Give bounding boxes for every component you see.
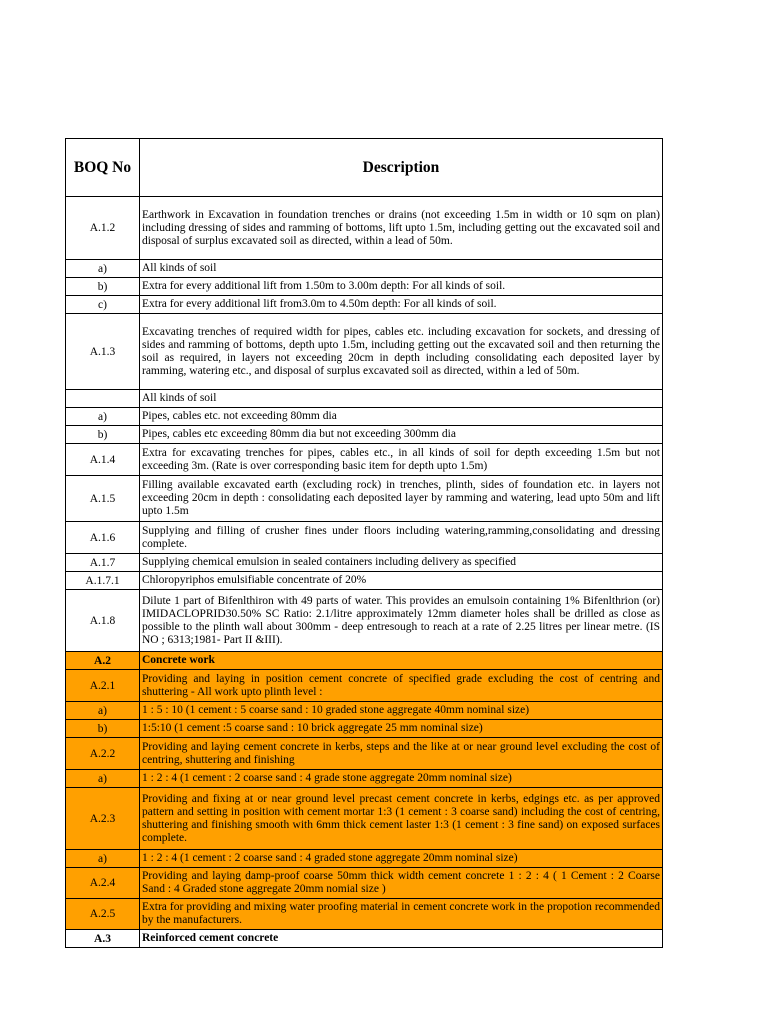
- table-row: [66, 426, 663, 444]
- table-row: [66, 930, 663, 948]
- description-cell: Providing and fixing at or near ground level precast cement concrete in kerbs, edgings etc. as per approved pattern and setting in position with cement mortar 1:3 (1 cement : 3 coarse sand) including the cost of centring, shuttering and finishing smooth with 6mm thick cement laster 1:3 (1 cement : 3 fine sand) on exposed surfaces complete.: [140, 788, 663, 850]
- description-cell: Dilute 1 part of Bifenlthiron with 49 parts of water. This provides an emulsoin containing 1% Bifenlthrion (or) IMIDACLOPRID30.50% SC Ratio: 2.1/litre approximately 12mm diameter holes shall be drilled as close as possible to the plinth wall about 300mm - deep entresough to reach at a rate of 2.25 litres per linear metre. (IS NO ; 6313;1981- Part II &III).: [140, 590, 663, 652]
- boq-number-cell: A.2.4: [66, 868, 140, 899]
- boq-number-cell: A.1.8: [66, 590, 140, 652]
- description-cell: All kinds of soil: [140, 390, 663, 408]
- table-row: [66, 702, 663, 720]
- boq-number-cell: a): [66, 850, 140, 868]
- boq-number-cell: A.1.4: [66, 444, 140, 476]
- table-row: [66, 444, 663, 476]
- description-cell: Providing and laying cement concrete in kerbs, steps and the like at or near ground level excluding the cost of centring, shuttering and finishing: [140, 738, 663, 770]
- description-cell: Providing and laying in position cement concrete of specified grade excluding the cost of centring and shuttering - All work upto plinth level :: [140, 670, 663, 702]
- description-cell: Extra for every additional lift from3.0m to 4.50m depth: For all kinds of soil.: [140, 296, 663, 314]
- table-row: [66, 868, 663, 899]
- description-cell: Earthwork in Excavation in foundation trenches or drains (not exceeding 1.5m in width or 10 sqm on plan) including dressing of sides and ramming of bottoms, lift upto 1.5m, including getting out the excavated soil and disposal of surplus excavated soil as directed, within a lead of 50m.: [140, 197, 663, 260]
- header-description: Description: [140, 139, 663, 197]
- table-row: [66, 850, 663, 868]
- table-row: [66, 770, 663, 788]
- boq-number-cell: a): [66, 770, 140, 788]
- table-row: [66, 670, 663, 702]
- table-row: [66, 408, 663, 426]
- description-cell: All kinds of soil: [140, 260, 663, 278]
- table-row: [66, 652, 663, 670]
- boq-number-cell: A.2.3: [66, 788, 140, 850]
- table-body: [66, 197, 663, 948]
- description-cell: Filling available excavated earth (excluding rock) in trenches, plinth, sides of foundation etc. in layers not exceeding 20cm in depth : consolidating each deposited layer by ramming and watering, lead upto 50m and lift upto 1.5m: [140, 476, 663, 522]
- table-row: [66, 590, 663, 652]
- description-cell: Supplying chemical emulsion in sealed containers including delivery as specified: [140, 554, 663, 572]
- table-row: [66, 788, 663, 850]
- table-row: [66, 296, 663, 314]
- description-cell: Extra for providing and mixing water proofing material in cement concrete work in the propotion recommended by the manufacturers.: [140, 899, 663, 930]
- boq-number-cell: A.3: [66, 930, 140, 948]
- boq-number-cell: A.2: [66, 652, 140, 670]
- boq-number-cell: b): [66, 278, 140, 296]
- table-row: [66, 899, 663, 930]
- description-cell: Extra for excavating trenches for pipes, cables etc., in all kinds of soil for depth exceeding 1.5m but not exceeding 3m. (Rate is over corresponding basic item for depth upto 1.5m): [140, 444, 663, 476]
- description-cell: Chloropyriphos emulsifiable concentrate of 20%: [140, 572, 663, 590]
- description-cell: Excavating trenches of required width for pipes, cables etc. including excavation for sockets, and dressing of sides and ramming of bottoms, depth upto 1.5m, including getting out the excavated soil and then returning the soil as required, in layers not exceeding 20cm in depth including consolidating each deposited layer by ramming, watering etc., and disposal of surplus excavated soil as directed, within a led of 50m.: [140, 314, 663, 390]
- description-cell: 1:5:10 (1 cement :5 coarse sand : 10 brick aggregate 25 mm nominal size): [140, 720, 663, 738]
- description-cell: 1 : 5 : 10 (1 cement : 5 coarse sand : 10 graded stone aggregate 40mm nominal size): [140, 702, 663, 720]
- table-row: [66, 554, 663, 572]
- header-boq-no: BOQ No: [66, 139, 140, 197]
- description-cell: Concrete work: [140, 652, 663, 670]
- boq-number-cell: a): [66, 260, 140, 278]
- boq-number-cell: A.1.2: [66, 197, 140, 260]
- boq-number-cell: A.1.7.1: [66, 572, 140, 590]
- table-row: [66, 314, 663, 390]
- description-cell: 1 : 2 : 4 (1 cement : 2 coarse sand : 4 graded stone aggregate 20mm nominal size): [140, 850, 663, 868]
- table-row: [66, 260, 663, 278]
- table-row: [66, 476, 663, 522]
- table-row: [66, 738, 663, 770]
- description-cell: 1 : 2 : 4 (1 cement : 2 coarse sand : 4 grade stone aggregate 20mm nominal size): [140, 770, 663, 788]
- table-row: [66, 197, 663, 260]
- description-cell: Pipes, cables etc exceeding 80mm dia but not exceeding 300mm dia: [140, 426, 663, 444]
- table-row: [66, 278, 663, 296]
- boq-number-cell: a): [66, 408, 140, 426]
- boq-number-cell: [66, 390, 140, 408]
- boq-table: [65, 138, 663, 948]
- boq-number-cell: A.2.1: [66, 670, 140, 702]
- table-row: [66, 390, 663, 408]
- description-cell: Reinforced cement concrete: [140, 930, 663, 948]
- description-cell: Providing and laying damp-proof coarse 50mm thick width cement concrete 1 : 2 : 4 ( 1 Cement : 2 Coarse Sand : 4 Graded stone aggregate 20mm nomial size ): [140, 868, 663, 899]
- table-row: [66, 572, 663, 590]
- boq-number-cell: A.1.5: [66, 476, 140, 522]
- boq-number-cell: A.2.2: [66, 738, 140, 770]
- boq-number-cell: A.1.7: [66, 554, 140, 572]
- boq-number-cell: a): [66, 702, 140, 720]
- table-row: [66, 720, 663, 738]
- boq-number-cell: b): [66, 720, 140, 738]
- header-row: [66, 139, 663, 197]
- description-cell: Extra for every additional lift from 1.50m to 3.00m depth: For all kinds of soil.: [140, 278, 663, 296]
- table-row: [66, 522, 663, 554]
- boq-number-cell: b): [66, 426, 140, 444]
- description-cell: Pipes, cables etc. not exceeding 80mm dia: [140, 408, 663, 426]
- description-cell: Supplying and filling of crusher fines under floors including watering,ramming,consolidating and dressing complete.: [140, 522, 663, 554]
- boq-number-cell: A.2.5: [66, 899, 140, 930]
- boq-number-cell: A.1.6: [66, 522, 140, 554]
- boq-number-cell: A.1.3: [66, 314, 140, 390]
- boq-number-cell: c): [66, 296, 140, 314]
